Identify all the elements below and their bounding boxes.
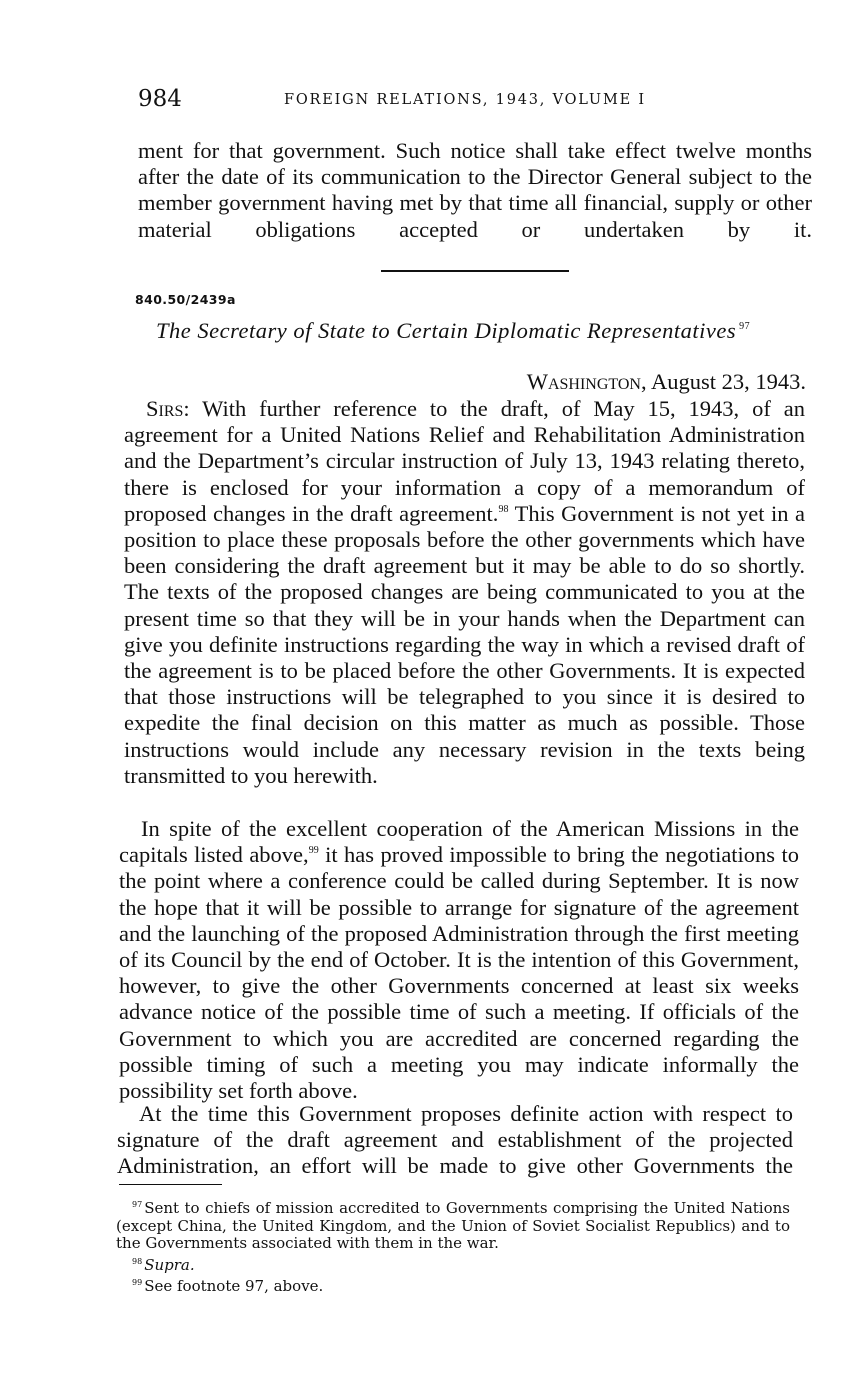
footnotes — [116, 1196, 790, 1296]
paragraph-2-part-1: In spite of the excellent cooperation of the American Missions in the capitals listed above, — [119, 816, 799, 868]
footnote-mark: 98 — [132, 1256, 143, 1266]
body-paragraph-1 — [124, 396, 805, 789]
footnote-mark: 99 — [132, 1278, 143, 1287]
footnote-mark: 97 — [132, 1200, 143, 1209]
footnote-ref-98: 98 — [498, 503, 509, 515]
body-paragraph-2 — [119, 816, 799, 1104]
page-header — [138, 86, 678, 116]
footnote-ref-99: 99 — [308, 845, 319, 857]
salutation: Sirs — [146, 396, 184, 421]
paragraph-1-part-2: This Government is not yet in a position to place these proposals before the other governments which have been considering the draft agreement but it may be able to do so shortly. The texts of the proposed changes are being communicated to you at the present time so that they will be in your hands when the Department can give you definite instructions regarding the way in which a revised draft of the agreement is to be placed before the other Governments. It is expected that those instructions will be telegraphed to you since it is desired to expedite the final decision on this matter as much as possible. Those instructions would include any necessary revision in the texts being transmitted to you herewith. — [124, 500, 806, 788]
page-number: 984 — [138, 86, 182, 112]
dateline-date: , August 23, 1943. — [640, 369, 806, 394]
footnote-98 — [116, 1253, 790, 1275]
document-title-text: The Secretary of State to Certain Diplomatic Representatives — [156, 318, 737, 343]
footnote-divider — [119, 1184, 222, 1185]
running-title: FOREIGN RELATIONS, 1943, VOLUME I — [284, 92, 646, 108]
document-title — [156, 318, 796, 344]
file-number: 840.50/2439a — [135, 292, 236, 307]
body-paragraph-3: At the time this Government proposes definite action with respect to signature of the draft agreement and establishment of the projected Administration, an effort will be made to give other Governments the — [117, 1101, 793, 1179]
opening-paragraph: ment for that government. Such notice shall take effect twelve months after the date of its communication to the Director General subject to the member government having met by that time all financial, supply or other material obligations accepted or undertaken by it. — [138, 138, 812, 242]
footnote-97 — [116, 1196, 790, 1253]
section-divider — [381, 270, 569, 272]
dateline — [527, 369, 806, 395]
title-footnote-ref: 97 — [739, 321, 751, 332]
footnote-text: Sent to chiefs of mission accredited to Governments comprising the United Nations (except China, the United Kingdom, and the Union of Soviet Socialist Republics) and to the Governments associated with them in the war. — [116, 1199, 790, 1252]
footnote-text: Supra. — [144, 1255, 195, 1274]
footnote-99 — [116, 1274, 790, 1296]
paragraph-1-part-1: : With further reference to the draft, of May 15, 1943, of an agreement for a United Nations Relief and Rehabilitation Administration and the Department’s circular instruction of July 13, 1943 relating thereto, there is enclosed for your information a copy of a memorandum of proposed changes in the draft agreement. — [124, 396, 805, 526]
footnote-text: See footnote 97, above. — [144, 1277, 324, 1295]
paragraph-2-part-2: it has proved impossible to bring the negotiations to the point where a conference could be called during September. It is now the hope that it will be possible to arrange for signature of the agreement and the launching of the proposed Administration through the first meeting of its Council by the end of October. It is the intention of this Government, however, to give the other Governments concerned at least six weeks advance notice of the possible time of such a meeting. If officials of the Government to which you are accredited are concerned regarding the possible timing of such a meeting you may indicate informally the possibility set forth above. — [119, 842, 799, 1104]
dateline-city: Washington — [526, 369, 641, 394]
